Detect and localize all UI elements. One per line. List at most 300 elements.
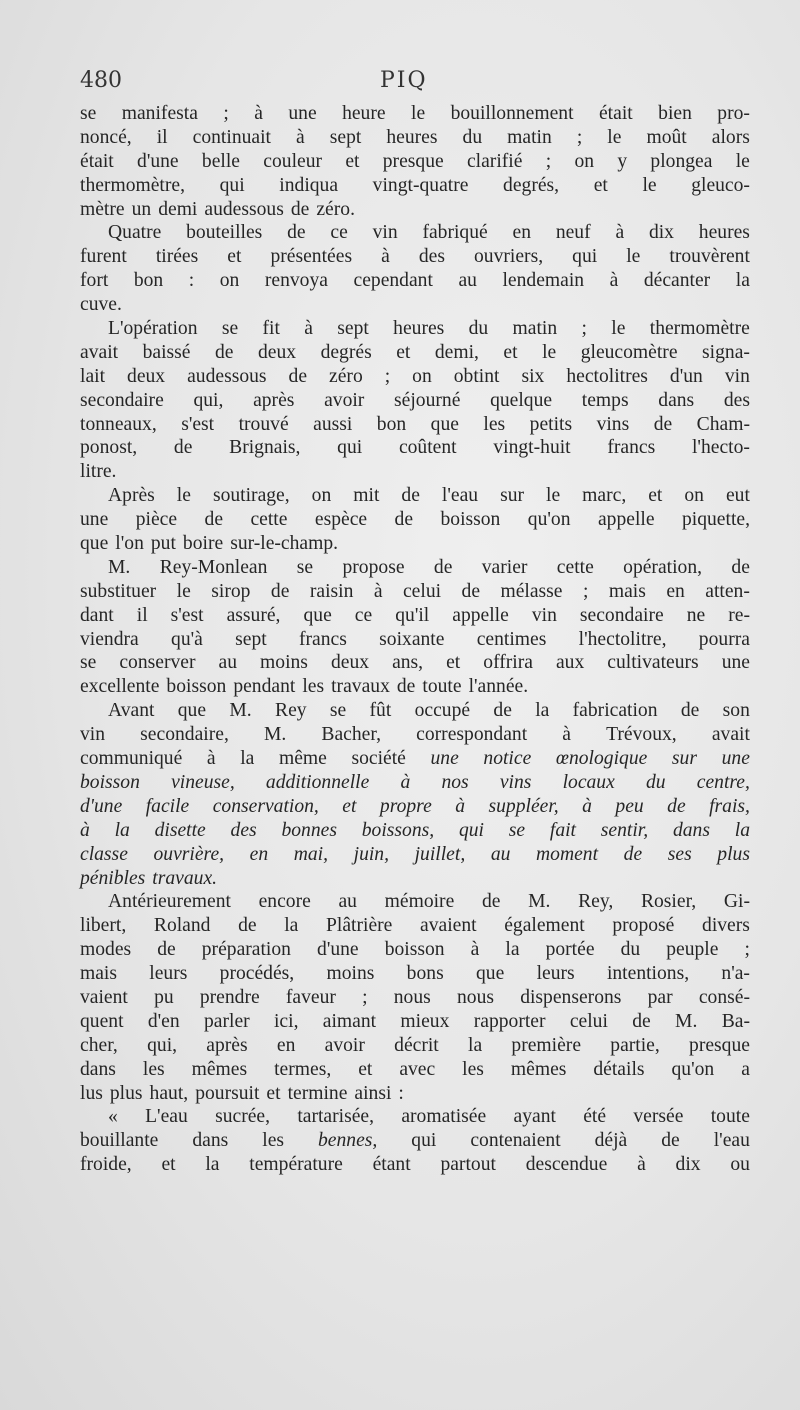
word: se: [221, 318, 239, 340]
word: pièce: [135, 509, 178, 531]
word: à: [206, 748, 216, 770]
word: toute: [710, 1106, 750, 1128]
text-line: [80, 675, 750, 699]
word: décanter: [643, 270, 711, 292]
word: pro-: [717, 103, 750, 124]
text-line: [80, 126, 750, 150]
word: préparation: [201, 939, 291, 961]
word: le: [176, 580, 191, 602]
word: appelle: [452, 604, 509, 626]
word: degrés: [320, 341, 372, 363]
word: du: [645, 771, 666, 793]
word: était: [80, 150, 114, 172]
word: à: [304, 318, 313, 340]
word: qui,: [147, 1034, 178, 1056]
word: à: [470, 939, 480, 961]
word: qu'on: [527, 509, 571, 531]
word: mêmes: [191, 1058, 248, 1080]
word: tirées: [155, 246, 199, 268]
word: Gi-: [723, 891, 750, 913]
word: une: [80, 509, 109, 531]
word: qu'il: [395, 604, 430, 626]
text-line: [80, 723, 750, 747]
word: on: [684, 485, 704, 507]
word: et: [503, 341, 518, 363]
word: M.: [263, 724, 287, 746]
word: degrés,: [503, 174, 560, 196]
word: mais: [80, 963, 118, 985]
word: mais: [608, 580, 646, 602]
word: vins: [499, 771, 532, 793]
word: froide,: [80, 1154, 132, 1176]
word: se: [296, 556, 314, 578]
word: l'eau: [441, 485, 479, 507]
running-head: PIQ: [380, 68, 428, 93]
word: substituer: [80, 580, 157, 602]
word: on: [219, 270, 240, 292]
word: en: [666, 580, 685, 602]
word: demi: [158, 198, 198, 220]
word: il: [156, 126, 168, 148]
word: locaux: [562, 771, 615, 793]
word: conserver: [119, 652, 196, 674]
word: de: [433, 556, 453, 578]
word: ;: [576, 126, 583, 148]
word: parler: [203, 1010, 250, 1032]
word: pénibles: [80, 867, 146, 889]
word: additionnelle: [265, 771, 370, 793]
word: se: [80, 652, 97, 674]
word: celui: [402, 580, 442, 602]
word: fabrication: [572, 700, 658, 722]
word: Antérieurement: [108, 891, 231, 913]
word: ou: [730, 1154, 750, 1176]
word: du: [462, 126, 483, 148]
word: raisin: [309, 580, 354, 602]
word: sept: [337, 318, 369, 340]
word: secondaire: [80, 389, 164, 411]
word: ses: [667, 843, 692, 865]
word: de: [401, 485, 420, 507]
word: secondaire: [579, 604, 664, 626]
word: et: [266, 1082, 281, 1104]
text-line: [80, 795, 750, 819]
word: température: [249, 1154, 343, 1176]
word: cuve.: [80, 294, 122, 316]
word: thermomètre,: [80, 174, 186, 196]
word: le: [611, 318, 626, 340]
word: plus: [109, 1082, 143, 1104]
word: de: [731, 556, 750, 578]
word: avec: [399, 1058, 436, 1080]
word: bon: [133, 270, 164, 292]
text-line: [80, 867, 750, 891]
word: M.: [229, 700, 252, 722]
word: dans: [80, 1058, 116, 1080]
word: Rey-Monlean: [159, 556, 268, 578]
word: des: [723, 389, 750, 411]
word: mètre: [80, 198, 125, 220]
text-line: [80, 1034, 750, 1058]
word: bouillante: [80, 1130, 159, 1152]
word: de: [394, 509, 414, 531]
word: plus: [717, 843, 750, 865]
word: fort: [80, 270, 109, 292]
word: vaient: [80, 986, 128, 1008]
word: se: [329, 700, 347, 722]
word: presque: [382, 150, 444, 172]
word: les: [483, 413, 506, 435]
word: de: [270, 580, 290, 602]
word: aussi: [313, 413, 353, 435]
word: manifesta: [121, 103, 198, 124]
text-line: [80, 771, 750, 795]
word: peuple: [666, 939, 719, 961]
word: Rosier,: [640, 891, 697, 913]
text-line: [80, 221, 750, 245]
word: de: [157, 939, 176, 961]
word: qui: [337, 437, 363, 459]
word: noncé,: [80, 126, 132, 148]
word: société: [351, 748, 406, 770]
text-line: [80, 699, 750, 723]
word: descendue: [525, 1154, 608, 1176]
word: cependant: [353, 270, 433, 292]
word: et: [342, 795, 357, 817]
word: également: [504, 915, 585, 937]
word: ce: [330, 222, 348, 244]
word: leurs: [536, 963, 575, 985]
word: Trévoux,: [606, 724, 677, 746]
word: d'en: [147, 1010, 180, 1032]
word: ponost,: [80, 437, 138, 459]
word: dant: [80, 604, 114, 626]
word: le: [626, 246, 641, 268]
word: d'une: [80, 795, 123, 817]
word: et: [593, 174, 608, 196]
page-header: [80, 68, 750, 104]
word: ;: [362, 986, 368, 1008]
word: rapporter: [473, 1010, 546, 1032]
word: à: [582, 795, 592, 817]
text-line: [80, 819, 750, 843]
word: ;: [581, 318, 587, 340]
word: alors: [711, 126, 750, 148]
text-line: [80, 269, 750, 293]
word: vin: [80, 724, 106, 746]
word: Rey: [275, 700, 307, 722]
word: M.: [528, 891, 551, 913]
word: contenaient: [470, 1130, 561, 1152]
text-line: [80, 1058, 750, 1082]
word: à: [562, 724, 571, 746]
word: partie,: [610, 1034, 660, 1056]
word: boisson: [440, 509, 501, 531]
word: la: [114, 819, 130, 841]
word: au: [458, 270, 477, 292]
word: trouvèrent: [669, 246, 750, 268]
text-line: [80, 628, 750, 652]
word: furent: [80, 246, 127, 268]
word: des: [418, 246, 445, 268]
word: sur: [671, 748, 697, 770]
word: ans,: [392, 652, 424, 674]
word: fait: [549, 819, 577, 841]
word: heure: [342, 103, 386, 124]
text-line: [80, 532, 750, 556]
word: avaient: [420, 915, 477, 937]
word: sucrée,: [215, 1106, 271, 1128]
word: fût: [369, 700, 392, 722]
word: secondaire,: [140, 724, 229, 746]
word: toute: [422, 676, 462, 698]
word: continuait: [192, 126, 271, 148]
word: on: [311, 485, 332, 507]
word: après: [206, 1034, 248, 1056]
word: dispenserons: [520, 986, 622, 1008]
word: sept: [235, 628, 267, 650]
word: gleucomètre: [580, 341, 678, 363]
word: à: [296, 126, 305, 148]
word: occupé: [414, 700, 471, 722]
word: pourra: [698, 628, 750, 650]
word: de: [287, 222, 306, 244]
word: de: [461, 580, 481, 602]
word: la: [735, 270, 750, 292]
word: poursuit: [195, 1082, 260, 1104]
word: et: [358, 1058, 373, 1080]
word: conservation,: [212, 795, 319, 817]
word: disette: [154, 819, 206, 841]
word: cette: [556, 556, 594, 578]
word: d'une: [137, 150, 179, 172]
word: du: [468, 318, 489, 340]
text-line: [80, 102, 750, 126]
word: y: [617, 150, 628, 172]
word: le: [176, 485, 191, 507]
word: juillet,: [414, 843, 466, 865]
word: francs: [607, 437, 656, 459]
word: deux: [257, 341, 297, 363]
word: ;: [384, 365, 391, 387]
word: Brignais,: [229, 437, 301, 459]
word: lus: [80, 1082, 103, 1104]
word: Plâtrière: [326, 915, 393, 937]
word: boissons,: [361, 819, 435, 841]
word: ;: [223, 103, 229, 124]
word: deux: [330, 652, 370, 674]
word: varier: [481, 556, 528, 578]
word: encore: [258, 891, 311, 913]
word: vingt-huit: [493, 437, 571, 459]
word: baissé: [142, 341, 191, 363]
word: proposé: [612, 915, 675, 937]
word: le: [607, 126, 622, 148]
word: décrit: [394, 1034, 439, 1056]
word: à: [254, 103, 263, 124]
word: moût: [646, 126, 687, 148]
word: de: [493, 700, 512, 722]
word: centimes: [476, 628, 547, 650]
word: ayant: [513, 1106, 556, 1128]
word: propre: [379, 795, 432, 817]
word: correspondant: [416, 724, 528, 746]
word: vin: [372, 222, 398, 244]
word: de: [238, 915, 257, 937]
word: la: [734, 819, 750, 841]
word: moment: [536, 843, 599, 865]
word: à: [80, 819, 90, 841]
word: avoir: [324, 389, 365, 411]
word: nous: [393, 986, 431, 1008]
word: travaux.: [152, 867, 218, 889]
word: les: [262, 1130, 285, 1152]
word: demi,: [434, 341, 479, 363]
word: en: [512, 222, 532, 244]
word: à: [381, 246, 390, 268]
text-line: [80, 436, 750, 460]
word: sentir,: [600, 819, 649, 841]
text-line: [80, 962, 750, 986]
word: vins: [596, 413, 630, 435]
word: séjourné: [394, 389, 461, 411]
word: fit: [262, 318, 280, 340]
word: mai,: [293, 843, 329, 865]
word: tartarisée,: [297, 1106, 375, 1128]
word: de: [396, 676, 416, 698]
word: cher,: [80, 1034, 118, 1056]
word: cette: [250, 509, 288, 531]
word: sur: [500, 485, 525, 507]
word: dix: [675, 1154, 701, 1176]
word: avait: [80, 341, 119, 363]
word: les: [142, 1058, 165, 1080]
word: le: [542, 341, 557, 363]
word: avait: [711, 724, 750, 746]
word: qui,: [193, 389, 224, 411]
word: à: [455, 795, 466, 817]
word: l'on: [115, 533, 144, 555]
word: facile: [145, 795, 190, 817]
word: partout: [440, 1154, 496, 1176]
word: et: [446, 652, 461, 674]
word: leurs: [149, 963, 188, 985]
word: vineuse,: [171, 771, 235, 793]
word: versée: [633, 1106, 684, 1128]
word: qui: [219, 174, 245, 196]
word: audessous: [187, 365, 267, 387]
word: que: [475, 963, 505, 985]
word: viendra: [80, 628, 139, 650]
word: l'année.: [468, 676, 529, 698]
text-line: [80, 317, 750, 341]
word: et: [345, 150, 360, 172]
word: plongea: [650, 150, 713, 172]
word: une: [721, 748, 750, 770]
word: le: [642, 174, 657, 196]
text-line: [80, 890, 750, 914]
word: trouvé: [238, 413, 289, 435]
word: L'opération: [108, 318, 198, 340]
text-line: [80, 389, 750, 413]
word: :: [398, 1082, 404, 1104]
word: audessous: [204, 198, 284, 220]
word: offrira: [483, 652, 533, 674]
word: dix: [648, 222, 674, 244]
word: de: [680, 700, 700, 722]
word: zéro.: [316, 198, 355, 220]
word: bouillonnement: [450, 103, 574, 124]
word: travaux: [331, 676, 390, 698]
word: qui: [572, 246, 598, 268]
word: étant: [372, 1154, 411, 1176]
word: propose: [342, 556, 405, 578]
word: dans: [658, 389, 695, 411]
word: eut: [725, 485, 750, 507]
text-line: [80, 604, 750, 628]
word: a: [741, 1058, 750, 1080]
word: de: [623, 843, 643, 865]
word: au: [218, 652, 238, 674]
word: première: [511, 1034, 582, 1056]
word: et: [161, 1154, 176, 1176]
word: heures: [386, 126, 438, 148]
word: dans: [672, 819, 710, 841]
word: aux: [555, 652, 585, 674]
word: ;: [545, 150, 552, 172]
word: le: [735, 150, 750, 172]
word: heures: [698, 222, 750, 244]
word: centre,: [696, 771, 750, 793]
word: on: [412, 365, 432, 387]
word: que: [177, 700, 207, 722]
word: «: [108, 1106, 118, 1128]
word: vin: [724, 365, 750, 387]
word: ouvriers,: [474, 246, 544, 268]
word: son: [722, 700, 750, 722]
word: que: [430, 413, 459, 435]
word: bien: [658, 103, 692, 124]
word: francs: [299, 628, 347, 650]
word: hectolitres: [566, 365, 648, 387]
word: piquette,: [681, 509, 750, 531]
word: pu: [154, 986, 174, 1008]
word: Rey,: [578, 891, 614, 913]
word: on: [574, 150, 595, 172]
word: nos: [441, 771, 469, 793]
text-line: [80, 150, 750, 174]
text-line: [80, 293, 750, 317]
word: mélasse: [500, 580, 563, 602]
word: ouvrière,: [153, 843, 225, 865]
word: soutirage,: [212, 485, 290, 507]
word: ;: [744, 939, 750, 961]
text-line: [80, 341, 750, 365]
word: Bacher,: [321, 724, 382, 746]
word: re-: [728, 604, 750, 626]
text-line: [80, 986, 750, 1010]
word: moins: [326, 963, 375, 985]
word: six: [521, 365, 545, 387]
word: ici,: [273, 1010, 299, 1032]
word: s'est: [170, 604, 204, 626]
word: la: [240, 748, 255, 770]
word: deux: [127, 365, 166, 387]
word: termes,: [274, 1058, 332, 1080]
word: mit: [353, 485, 380, 507]
word: gleuco-: [691, 174, 750, 196]
word: obtint: [453, 365, 500, 387]
